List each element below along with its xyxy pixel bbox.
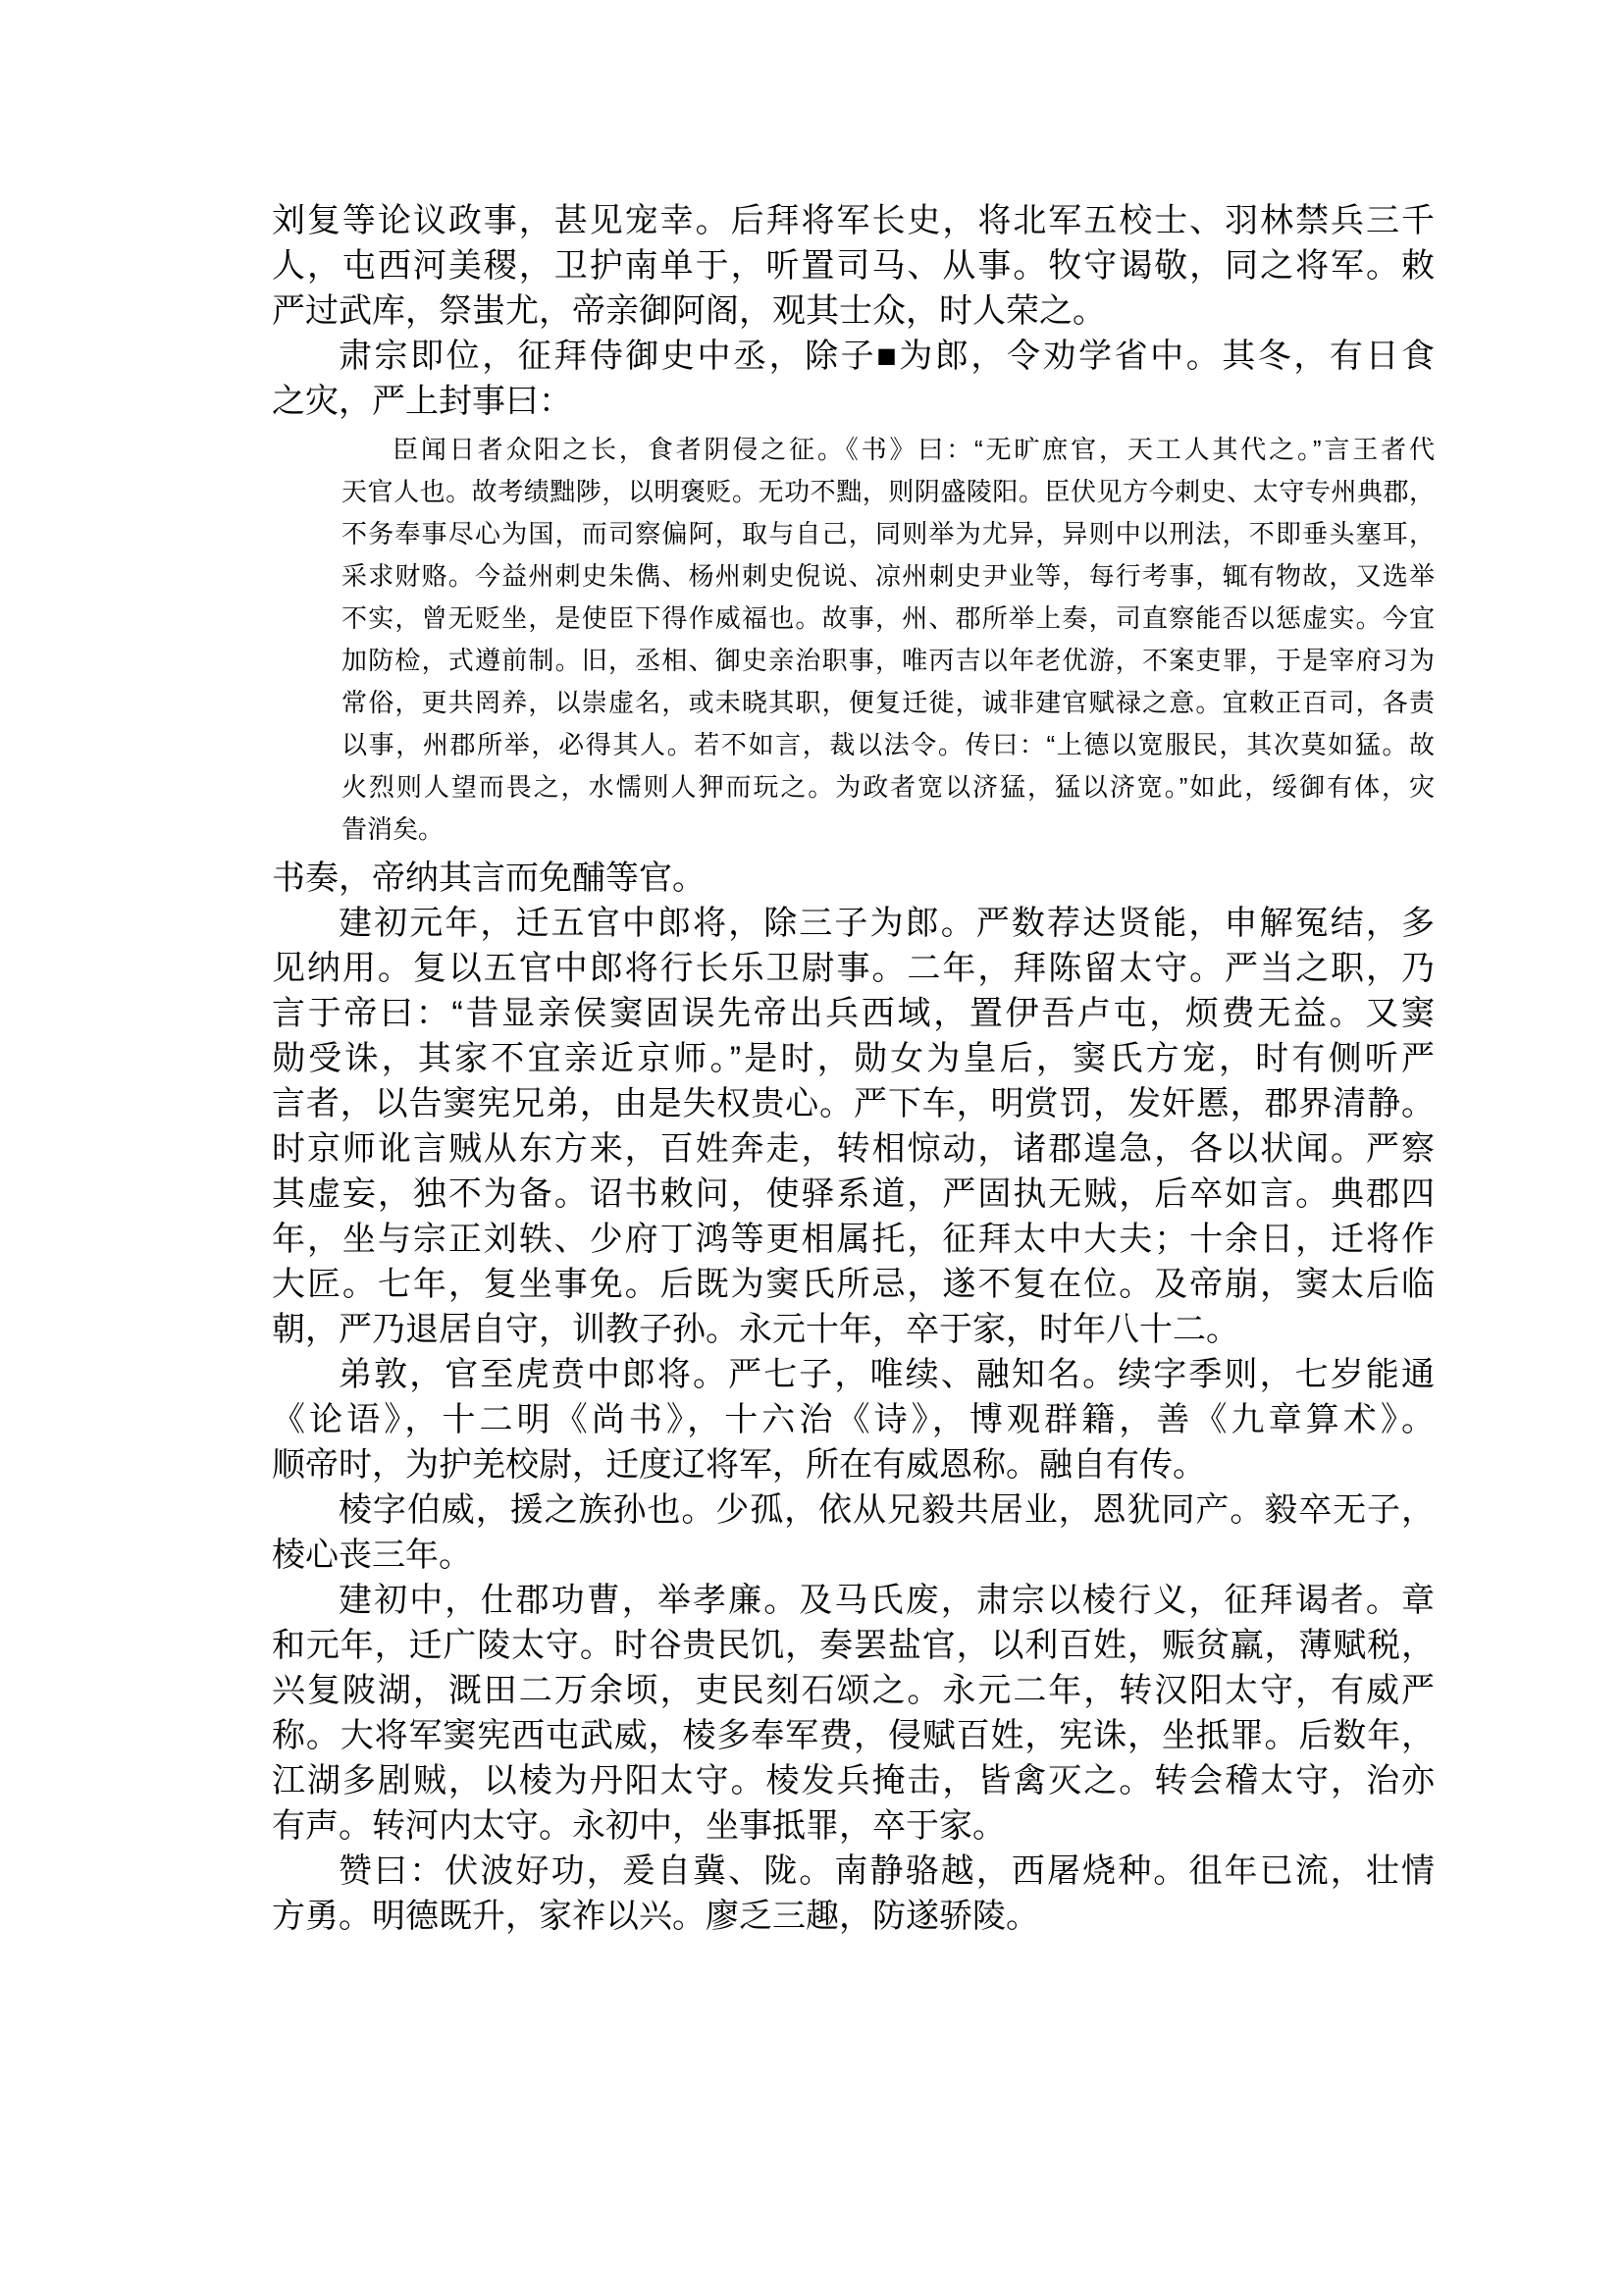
paragraph xyxy=(272,198,1435,334)
text-line: 棱心丧三年。 xyxy=(272,1537,472,1574)
text-line: 赞曰：伏波好功，爰自冀、陇。南静骆越，西屠烧种。徂年已流，壮情 xyxy=(339,1852,1435,1890)
text-line: 人，屯西河美稷，卫护南单于，听置司马、从事。牧守谒敬，同之将军。敕 xyxy=(272,247,1435,285)
text-line: 言者，以告窦宪兄弟，由是失权贵心。严下车，明赏罚，发奸慝，郡界清静。 xyxy=(272,1085,1435,1122)
text-line: 朝，严乃退居自守，训教子孙。永元十年，卒于家，时年八十二。 xyxy=(272,1311,1239,1348)
text-line: 以事，州郡所举，必得其人。若不如言，裁以法令。传曰：“上德以宽服民，其次莫如猛。故 xyxy=(341,730,1435,759)
text-line: 棱字伯威，援之族孙也。少孤，依从兄毅共居业，恩犹同产。毅卒无子， xyxy=(339,1491,1435,1529)
text-line: 之灾，严上封事曰： xyxy=(272,383,572,420)
text-line: 《论语》，十二明《尚书》，十六治《诗》，博观群籍，善《九章算术》。 xyxy=(272,1401,1435,1438)
paragraph xyxy=(272,1487,1435,1578)
text-line: 其虚妄，独不为备。诏书敕问，使驿系道，严固执无贼，后卒如言。典郡四 xyxy=(272,1175,1435,1213)
text-line: 书奏，帝纳其言而免酺等官。 xyxy=(272,860,706,897)
text-line: 方勇。明德既升，家祚以兴。廖乏三趣，防遂骄陵。 xyxy=(272,1898,1039,1935)
paragraph xyxy=(272,334,1435,424)
text-line: 弟敦，官至虎贲中郎将。严七子，唯续、融知名。续字季则，七岁能通 xyxy=(339,1356,1435,1393)
text-line: 不实，曾无贬坐，是使臣下得作威福也。故事，州、郡所举上奏，司直察能否以惩虚实。今宜 xyxy=(341,603,1435,633)
text-line: 和元年，迁广陵太守。时谷贵民饥，奏罢盐官，以利百姓，赈贫羸，薄赋税， xyxy=(272,1627,1435,1664)
text-line: 兴复陂湖，溉田二万余顷，吏民刻石颂之。永元二年，转汉阳太守，有威严 xyxy=(272,1672,1435,1709)
text-line: 称。大将军窦宪西屯武威，棱多奉军费，侵赋百姓，宪诛，坐抵罪。后数年， xyxy=(272,1717,1435,1754)
paragraph xyxy=(272,1352,1435,1487)
text-line: 刘复等论议政事，甚见宠幸。后拜将军长史，将北军五校士、羽林禁兵三千 xyxy=(272,202,1435,239)
text-line: 常俗，更共罔养，以崇虚名，或未晓其职，便复迁徙，诚非建官赋禄之意。宜敕正百司，各责 xyxy=(341,688,1435,717)
text-line: 顺帝时，为护羌校尉，迁度辽将军，所在有威恩称。融自有传。 xyxy=(272,1446,1206,1484)
text-line: 年，坐与宗正刘轶、少府丁鸿等更相属托，征拜太中大夫；十余日，迁将作 xyxy=(272,1221,1435,1258)
text-line: 眚消矣。 xyxy=(341,814,445,844)
text-line: 建初元年，迁五官中郎将，除三子为郎。严数荐达贤能，申解冤结，多 xyxy=(339,905,1435,942)
text-line: 有声。转河内太守。永初中，坐事抵罪，卒于家。 xyxy=(272,1807,1006,1845)
text-line: 江湖多剧贼，以棱为丹阳太守。棱发兵掩击，皆禽灭之。转会稽太守，治亦 xyxy=(272,1762,1435,1799)
document-content xyxy=(272,198,1435,1939)
text-line: 采求财赂。今益州刺史朱儁、杨州刺史倪说、凉州刺史尹业等，每行考事，辄有物故，又选举 xyxy=(341,561,1435,591)
text-line: 言于帝曰：“昔显亲侯窦固误先帝出兵西域，置伊吾卢屯，烦费无益。又窦 xyxy=(272,995,1435,1032)
text-line: 严过武库，祭蚩尤，帝亲御阿阁，观其士众，时人荣之。 xyxy=(272,292,1106,330)
text-line: 天官人也。故考绩黜陟，以明褒贬。无功不黜，则阴盛陵阳。臣伏见方今刺史、太守专州典郡， xyxy=(341,477,1435,506)
block-quote xyxy=(341,429,1435,851)
paragraph xyxy=(272,901,1435,1352)
paragraph xyxy=(272,856,1435,901)
text-line: 勋受诛，其家不宜亲近京师。”是时，勋女为皇后，窦氏方宠，时有侧听严 xyxy=(272,1040,1435,1077)
text-line: 不务奉事尽心为国，而司察偏阿，取与自己，同则举为尤异，异则中以刑法，不即垂头塞耳， xyxy=(341,519,1435,548)
text-line: 大匠。七年，复坐事免。后既为窦氏所忌，遂不复在位。及帝崩，窦太后临 xyxy=(272,1266,1435,1303)
text-line: 火烈则人望而畏之，水懦则人狎而玩之。为政者宽以济猛，猛以济宽。”如此，绥御有体，灾 xyxy=(341,772,1435,802)
text-line: 加防检，式遵前制。旧，丞相、御史亲治职事，唯丙吉以年老优游，不案吏罪，于是宰府习为 xyxy=(341,646,1435,675)
paragraph xyxy=(272,1849,1435,1939)
text-line: 时京师讹言贼从东方来，百姓奔走，转相惊动，诸郡遑急，各以状闻。严察 xyxy=(272,1130,1435,1168)
text-line: 肃宗即位，征拜侍御史中丞，除子■为郎，令劝学省中。其冬，有日食 xyxy=(339,338,1435,375)
text-line: 臣闻日者众阳之长，食者阴侵之征。《书》曰：“无旷庶官，天工人其代之。”言王者代 xyxy=(393,435,1435,464)
text-line: 见纳用。复以五官中郎将行长乐卫尉事。二年，拜陈留太守。严当之职，乃 xyxy=(272,950,1435,987)
text-line: 建初中，仕郡功曹，举孝廉。及马氏废，肃宗以棱行义，征拜谒者。章 xyxy=(339,1582,1435,1619)
paragraph xyxy=(272,1578,1435,1849)
